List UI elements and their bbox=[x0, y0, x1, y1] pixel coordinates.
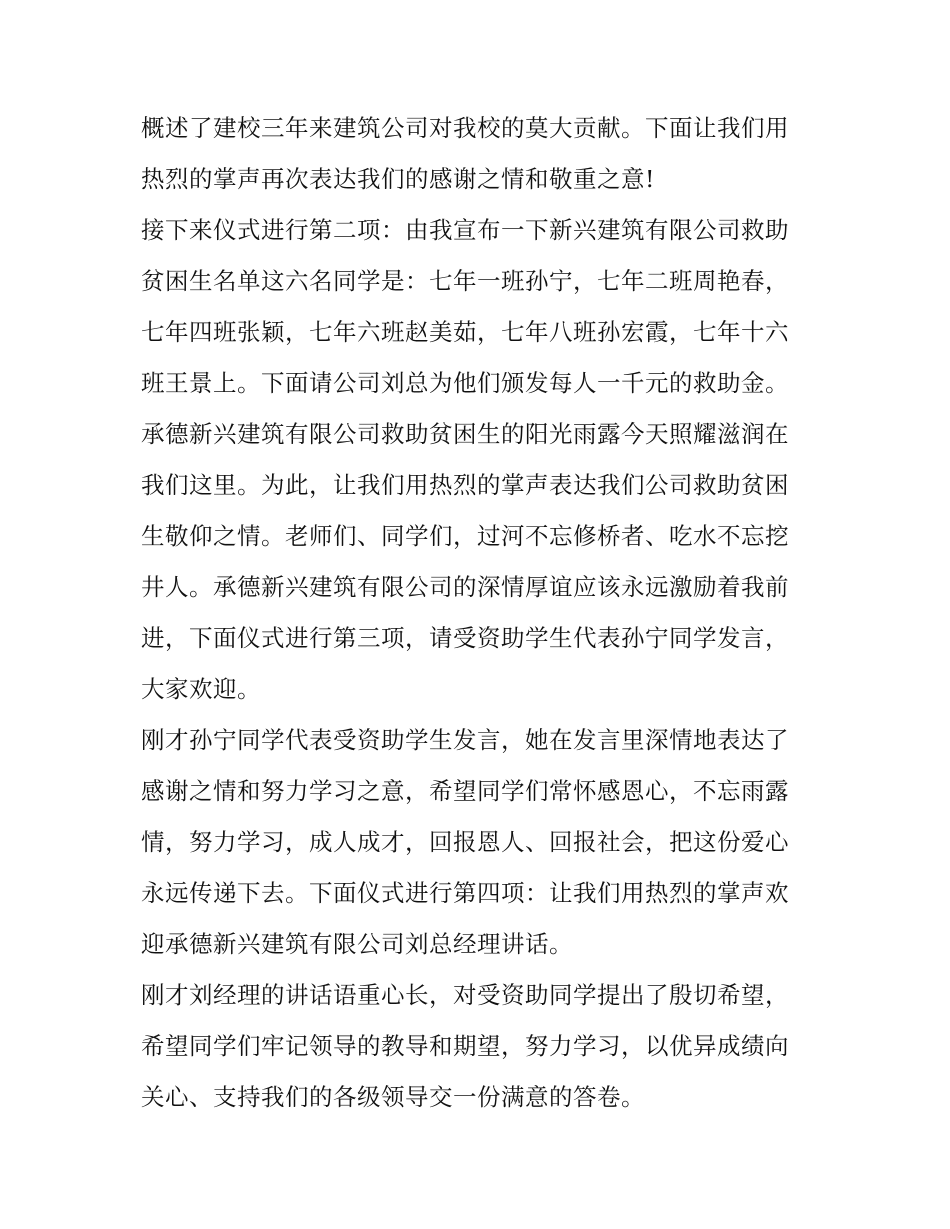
text-line: 热烈的掌声再次表达我们的感谢之情和敬重之意! bbox=[141, 165, 655, 193]
text-line: 七年四班张颖，七年六班赵美茹，七年八班孙宏霞，七年十六 bbox=[141, 318, 789, 346]
text-line: 大家欢迎。 bbox=[141, 675, 261, 703]
text-line: 关心、支持我们的各级领导交一份满意的答卷。 bbox=[141, 1083, 645, 1111]
text-line: 概述了建校三年来建筑公司对我校的莫大贡献。下面让我们用 bbox=[141, 114, 789, 142]
text-line: 希望同学们牢记领导的教导和期望，努力学习，以优异成绩向 bbox=[141, 1032, 789, 1060]
text-line: 贫困生名单这六名同学是：七年一班孙宁，七年二班周艳春， bbox=[141, 267, 789, 295]
text-line: 迎承德新兴建筑有限公司刘总经理讲话。 bbox=[141, 930, 573, 958]
text-line: 班王景上。下面请公司刘总为他们颁发每人一千元的救助金。 bbox=[141, 369, 789, 397]
text-line: 情，努力学习，成人成才，回报恩人、回报社会，把这份爱心 bbox=[141, 828, 789, 856]
text-line: 永远传递下去。下面仪式进行第四项：让我们用热烈的掌声欢 bbox=[141, 879, 789, 907]
text-line: 感谢之情和努力学习之意，希望同学们常怀感恩心，不忘雨露 bbox=[141, 777, 789, 805]
document-body bbox=[141, 103, 813, 1123]
text-line: 我们这里。为此，让我们用热烈的掌声表达我们公司救助贫困 bbox=[141, 471, 789, 499]
text-line: 承德新兴建筑有限公司救助贫困生的阳光雨露今天照耀滋润在 bbox=[141, 420, 789, 448]
text-line: 接下来仪式进行第二项：由我宣布一下新兴建筑有限公司救助 bbox=[141, 216, 789, 244]
text-line: 刚才孙宁同学代表受资助学生发言，她在发言里深情地表达了 bbox=[141, 726, 789, 754]
text-line: 进，下面仪式进行第三项，请受资助学生代表孙宁同学发言， bbox=[141, 624, 789, 652]
text-line: 生敬仰之情。老师们、同学们，过河不忘修桥者、吃水不忘挖 bbox=[141, 522, 789, 550]
text-line: 井人。承德新兴建筑有限公司的深情厚谊应该永远激励着我前 bbox=[141, 573, 789, 601]
text-line: 刚才刘经理的讲话语重心长，对受资助同学提出了殷切希望， bbox=[141, 981, 789, 1009]
